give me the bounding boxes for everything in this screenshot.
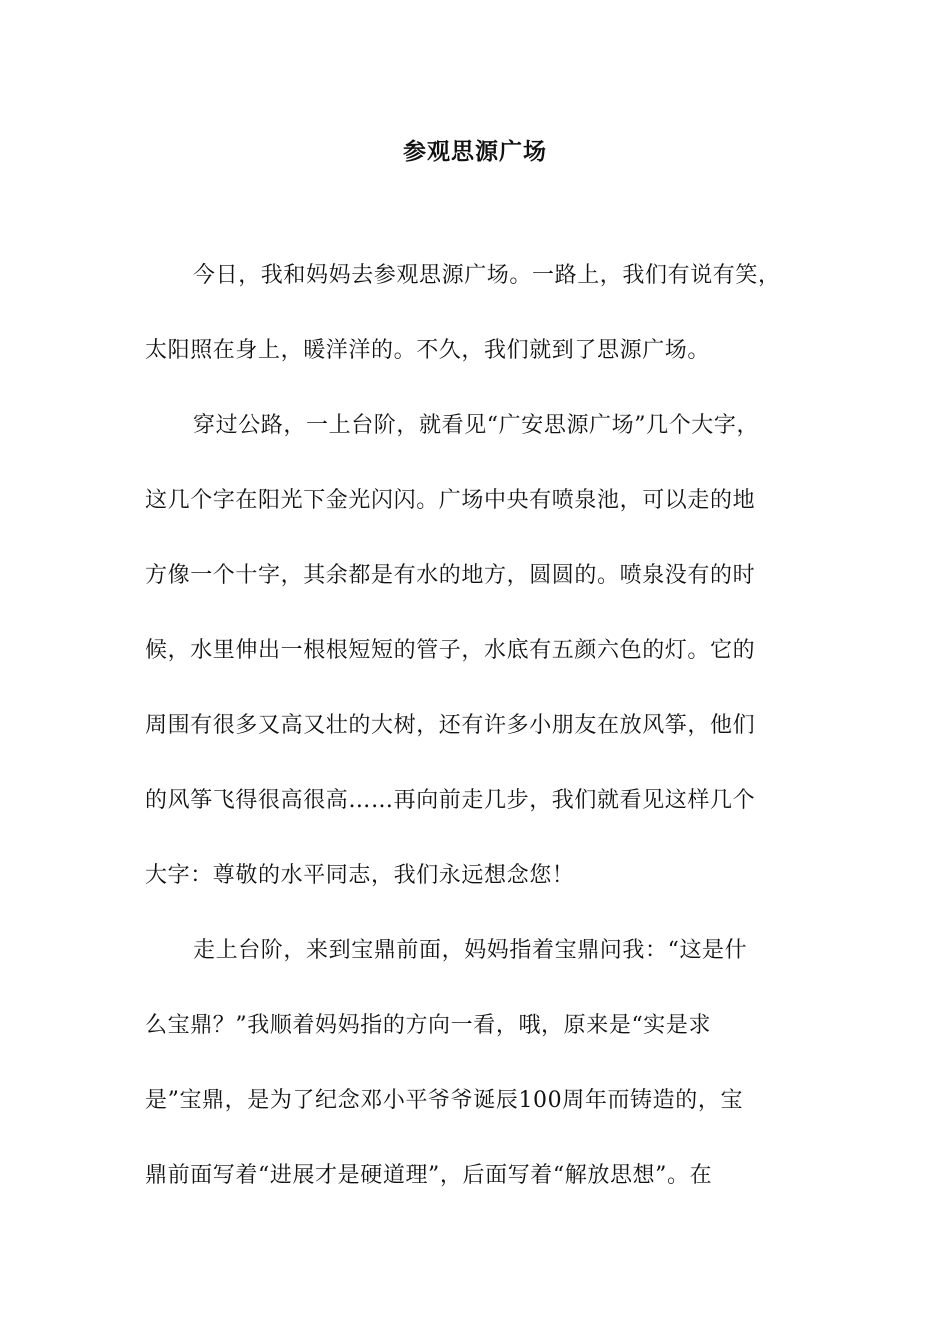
paragraph-2-line-5: 周围有很多又高又壮的大树，还有许多小朋友在放风筝，他们 xyxy=(145,713,756,738)
paragraph-3-line-1: 走上台阶，来到宝鼎前面，妈妈指着宝鼎问我：“这是什 xyxy=(193,938,748,963)
paragraph-2-line-3: 方像一个十字，其余都是有水的地方，圆圆的。喷泉没有的时 xyxy=(145,563,756,588)
document-title: 参观思源广场 xyxy=(403,138,547,165)
paragraph-2-line-6: 的风筝飞得很高很高……再向前走几步，我们就看见这样几个 xyxy=(145,788,756,813)
paragraph-3-line-3: 是”宝鼎，是为了纪念邓小平爷爷诞辰100周年而铸造的，宝 xyxy=(145,1088,744,1113)
paragraph-1-line-2: 太阳照在身上，暖洋洋的。不久，我们就到了思源广场。 xyxy=(145,338,711,363)
paragraph-2-line-2: 这几个字在阳光下金光闪闪。广场中央有喷泉池，可以走的地 xyxy=(145,488,756,513)
paragraph-3-line-2: 么宝鼎？”我顺着妈妈指的方向一看，哦，原来是“实是求 xyxy=(145,1013,712,1038)
paragraph-3-line-4: 鼎前面写着“进展才是硬道理”，后面写着“解放思想”。在 xyxy=(145,1163,713,1188)
paragraph-1-line-1: 今日，我和妈妈去参观思源广场。一路上，我们有说有笑， xyxy=(193,263,781,288)
paragraph-2-line-7: 大字：尊敬的水平同志，我们永远想念您！ xyxy=(145,863,575,888)
paragraph-2-line-4: 候，水里伸出一根根短短的管子，水底有五颜六色的灯。它的 xyxy=(145,638,756,663)
paragraph-2-line-1: 穿过公路，一上台阶，就看见“广安思源广场”几个大字， xyxy=(193,413,760,438)
